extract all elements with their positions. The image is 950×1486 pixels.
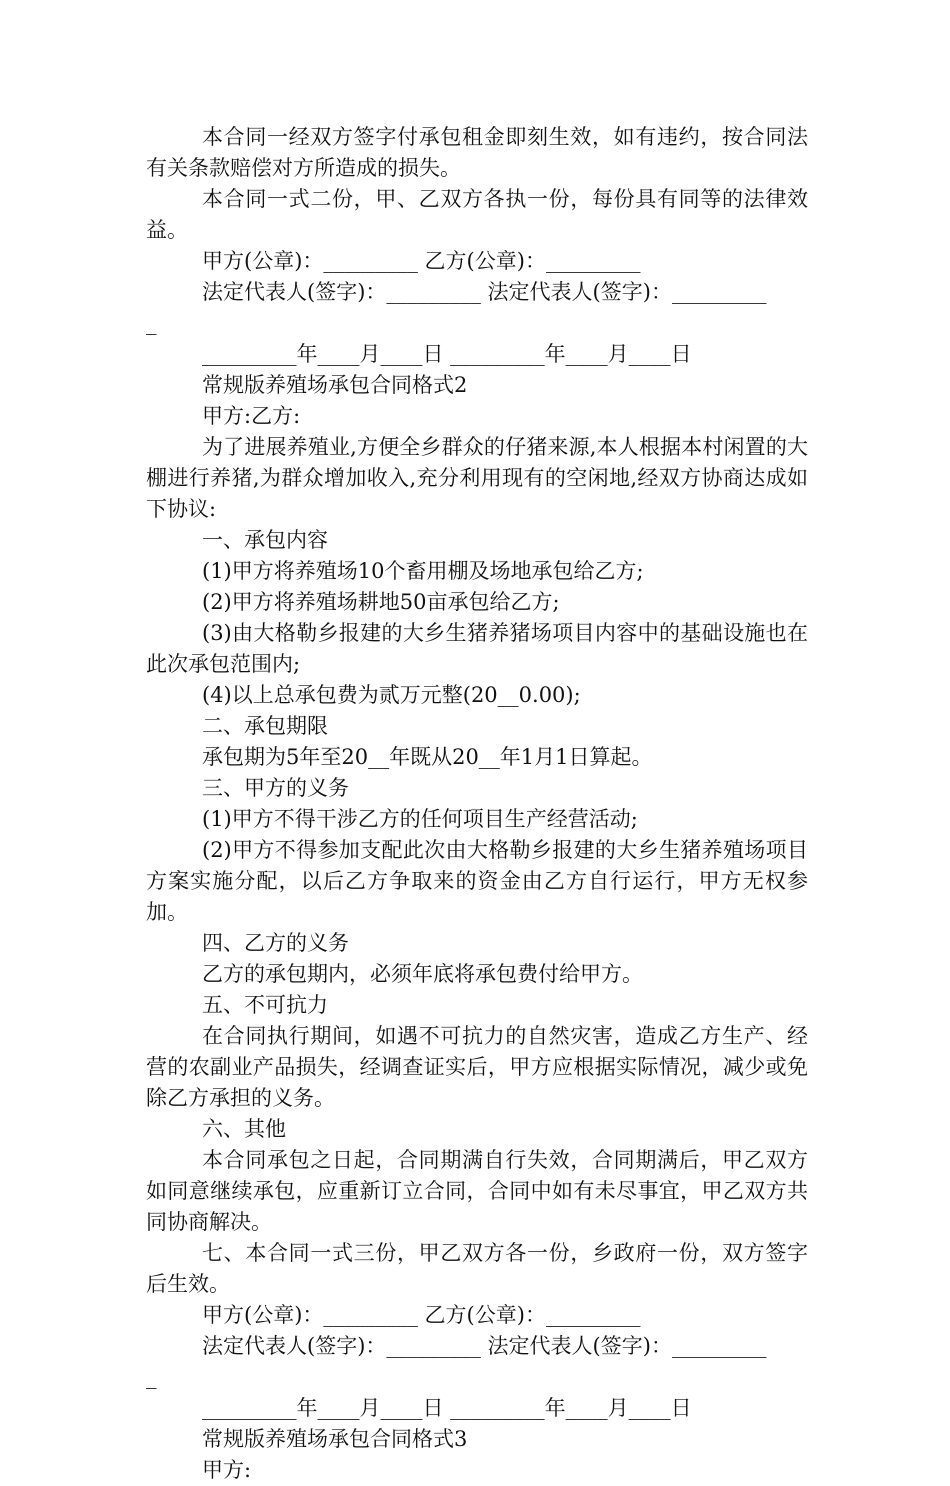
clause-item: (2)甲方将养殖场耕地50亩承包给乙方; [202,590,560,614]
paragraph: 本合同一式二份，甲、乙双方各执一份，每份具有同等的法律效益。 [146,187,808,242]
clause-item: 在合同执行期间，如遇不可抗力的自然灾害，造成乙方生产、经营的农副业产品损失，经调查证实后，甲方应根据实际情况，减少或免除乙方承担的义务。 [146,1024,808,1110]
clause-heading: 三、甲方的义务 [202,776,349,800]
parties-line: 甲方: [202,1458,252,1482]
section-title: 常规版养殖场承包合同格式3 [202,1427,468,1451]
clause-item: 承包期为5年至20__年既从20__年1月1日算起。 [202,745,653,769]
date-line: _________年____月____日 _________年____月____日 [202,1396,692,1420]
clause-heading: 一、承包内容 [202,528,328,552]
section-title: 常规版养殖场承包合同格式2 [202,373,468,397]
signature-line-representative: 法定代表人(签字)：_________ 法定代表人(签字)：_________ [202,1334,767,1358]
paragraph: 为了进展养殖业,方便全乡群众的仔猪来源,本人根据本村闲置的大棚进行养猪,为群众增加收入,充分利用现有的空闲地,经双方协商达成如下协议: [146,435,808,521]
underscore-continuation: _ [146,1365,157,1389]
clause-item: (1)甲方不得干涉乙方的任何项目生产经营活动; [202,807,638,831]
clause-item: 本合同承包之日起，合同期满自行失效，合同期满后，甲乙双方如同意继续承包，应重新订立合同，合同中如有未尽事宜，甲乙双方共同协商解决。 [146,1148,808,1234]
clause-item: 七、本合同一式三份，甲乙双方各一份，乡政府一份，双方签字后生效。 [146,1241,808,1296]
clause-item: 乙方的承包期内，必须年底将承包费付给甲方。 [202,962,643,986]
signature-line-representative: 法定代表人(签字)：_________ 法定代表人(签字)：_________ [202,280,767,304]
clause-item: (4)以上总承包费为贰万元整(20__0.00); [202,683,581,707]
clause-item: (2)甲方不得参加支配此次由大格勒乡报建的大乡生猪养殖场项目方案实施分配，以后乙方争取来的资金由乙方自行运行，甲方无权参加。 [146,838,808,924]
paragraph: 本合同一经双方签字付承包租金即刻生效，如有违约，按合同法有关条款赔偿对方所造成的损失。 [146,125,808,180]
signature-line-seal: 甲方(公章)：_________ 乙方(公章)：_________ [202,1303,641,1327]
clause-heading: 五、不可抗力 [202,993,328,1017]
clause-heading: 四、乙方的义务 [202,931,349,955]
clause-heading: 二、承包期限 [202,714,328,738]
signature-line-seal: 甲方(公章)：_________ 乙方(公章)：_________ [202,249,641,273]
date-line: _________年____月____日 _________年____月____日 [202,342,692,366]
document-body [146,122,808,1486]
underscore-continuation: _ [146,311,157,335]
clause-item: (1)甲方将养殖场10个畜用棚及场地承包给乙方; [202,559,644,583]
clause-heading: 六、其他 [202,1117,286,1141]
parties-line: 甲方:乙方: [202,404,301,428]
clause-item: (3)由大格勒乡报建的大乡生猪养猪场项目内容中的基础设施也在此次承包范围内; [146,621,808,676]
